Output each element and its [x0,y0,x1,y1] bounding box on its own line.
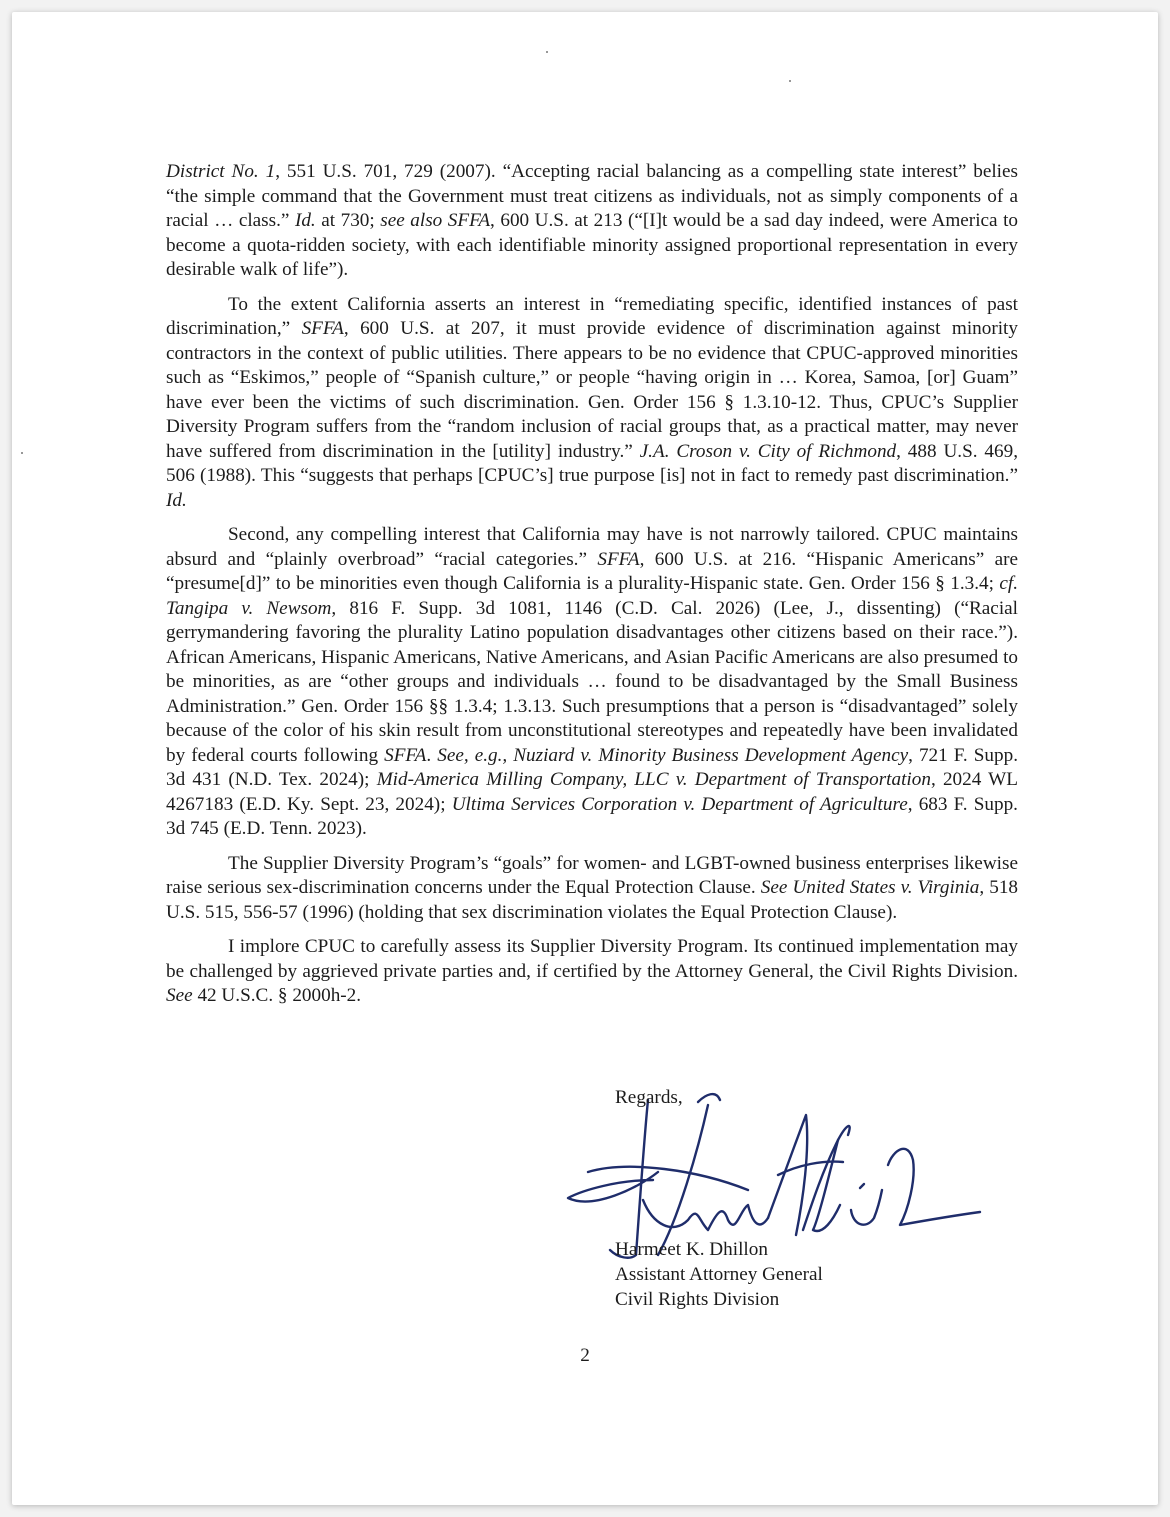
paragraph-text: , 518 U.S. 515, 556-57 (1996) (holding that sex discrimination violates the Equal Protection Clause). [166,877,1018,923]
citation-text: District No. 1 [166,161,276,182]
signer-title: Assistant Attorney General [615,1264,823,1285]
paragraph-text: I implore CPUC to carefully assess its Supplier Diversity Program. Its continued implementation may be challenged by aggrieved private parties and, if certified by the Attorney General, the Civil Rights Division. [166,936,1018,982]
signer-info [615,1237,823,1312]
citation-text: SFFA [384,744,427,766]
paragraph-text: , 721 F. Supp. 3d 431 (N.D. Tex. 2024); [166,744,1018,790]
citation-text: Mid-America Milling Company, LLC v. Department of Transportation [376,769,931,790]
paragraph-text: 42 U.S.C. § 2000h-2. [192,985,362,1006]
paragraph-text: . [426,744,438,766]
citation-text: Ultima Services Corporation v. Department of Agriculture [451,793,908,815]
paragraph-text: The Supplier Diversity Program’s “goals” for women- and LGBT-owned business enterprises likewise raise serious sex-discrimination concerns under the Equal Protection Clause. [166,852,1018,898]
paragraph-text: at 730; [315,210,381,231]
citation-text: SFFA [301,318,344,339]
signer-name: Harmeet K. Dhillon [615,1239,768,1260]
signer-division: Civil Rights Division [615,1289,780,1310]
body-paragraph [166,293,1018,514]
paragraph-text: , 488 U.S. 469, 506 (1988). This “suggests that perhaps [CPUC’s] true purpose [is] not in fact to remedy past discrimination.” [166,440,1018,486]
citation-text: Id. [166,489,187,511]
citation-text: J.A. Croson v. City of Richmond [639,440,897,462]
page-number: 2 [580,1345,590,1366]
paragraph-text: Second, any compelling interest that California may have is not narrowly tailored. CPUC maintains absurd and “plainly overbroad” “racial categories.” [166,524,1018,570]
citation-text: SFFA [597,548,640,570]
paragraph-text: , 2024 WL 4267183 (E.D. Ky. Sept. 23, 2024); [166,769,1019,815]
citation-text: Id. [294,210,316,231]
body-paragraph [166,160,1018,283]
citation-text: cf. Tangipa v. Newsom [166,573,1018,619]
citation-text: see also SFFA [380,210,491,231]
paragraph-text: , 600 U.S. at 216. “Hispanic Americans” are “presume[d]” to be minorities even though California is a plurality-Hispanic state. Gen. Order 156 § 1.3.4; [166,548,1018,594]
citation-text: See United States v. Virginia [760,877,980,898]
paragraph-text: , 600 U.S. at 213 (“[I]t would be a sad day indeed, were America to become a quota-ridden society, with each identifiable minority assigned proportional representation in every desirable walk of life”). [166,210,1019,280]
letter-body [166,160,1018,1019]
scan-speck [789,80,791,82]
paragraph-text: To the extent California asserts an interest in “remediating specific, identified instances of past discrimination,” [166,293,1018,339]
citation-text: See, e.g., Nuziard v. Minority Business Development Agency [437,744,909,766]
body-paragraph [166,852,1018,926]
paragraph-text: , 683 F. Supp. 3d 745 (E.D. Tenn. 2023). [166,793,1018,839]
paragraph-text: , 600 U.S. at 207, it must provide evidence of discrimination against minority contractors in the context of public utilities. There appears to be no evidence that CPUC-approved minorities such as “Eskimos,” people of “Spanish culture,” or people “having origin in … Korea, Samoa, [or] Guam” have ever been the victims of such discrimination. Gen. Order 156 § 1.3.10-12. Thus, CPUC’s Supplier Diversity Program suffers from the “random inclusion of racial groups that, as a practical matter, may never have suffered from discrimination in the [utility] industry.” [166,318,1018,462]
paragraph-text: , 551 U.S. 701, 729 (2007). “Accepting racial balancing as a compelling state interest” belies “the simple command that the Government must treat citizens as individuals, not as simply components of a racial … class.” [166,161,1018,231]
closing-text: Regards, [615,1087,683,1108]
body-paragraph [166,523,1018,842]
citation-text: See [166,985,193,1006]
scan-speck [21,452,23,454]
scan-speck [546,51,548,53]
paragraph-text: , 816 F. Supp. 3d 1081, 1146 (C.D. Cal. 2026) (Lee, J., dissenting) (“Racial gerrymandering favoring the plurality Latino population disadvantages other citizens based on their race.”). African Americans, Hispanic Americans, Native Americans, and Asian Pacific Americans are also presumed to be minorities, as are “other groups and individuals … found to be disadvantaged by the Small Business Administration.” Gen. Order 156 §§ 1.3.4; 1.3.13. Such presumptions that a person is “disadvantaged” solely because of the color of his skin result from unconstitutional stereotypes and repeatedly have been invalidated by federal courts following [166,597,1018,766]
body-paragraph [166,935,1018,1009]
